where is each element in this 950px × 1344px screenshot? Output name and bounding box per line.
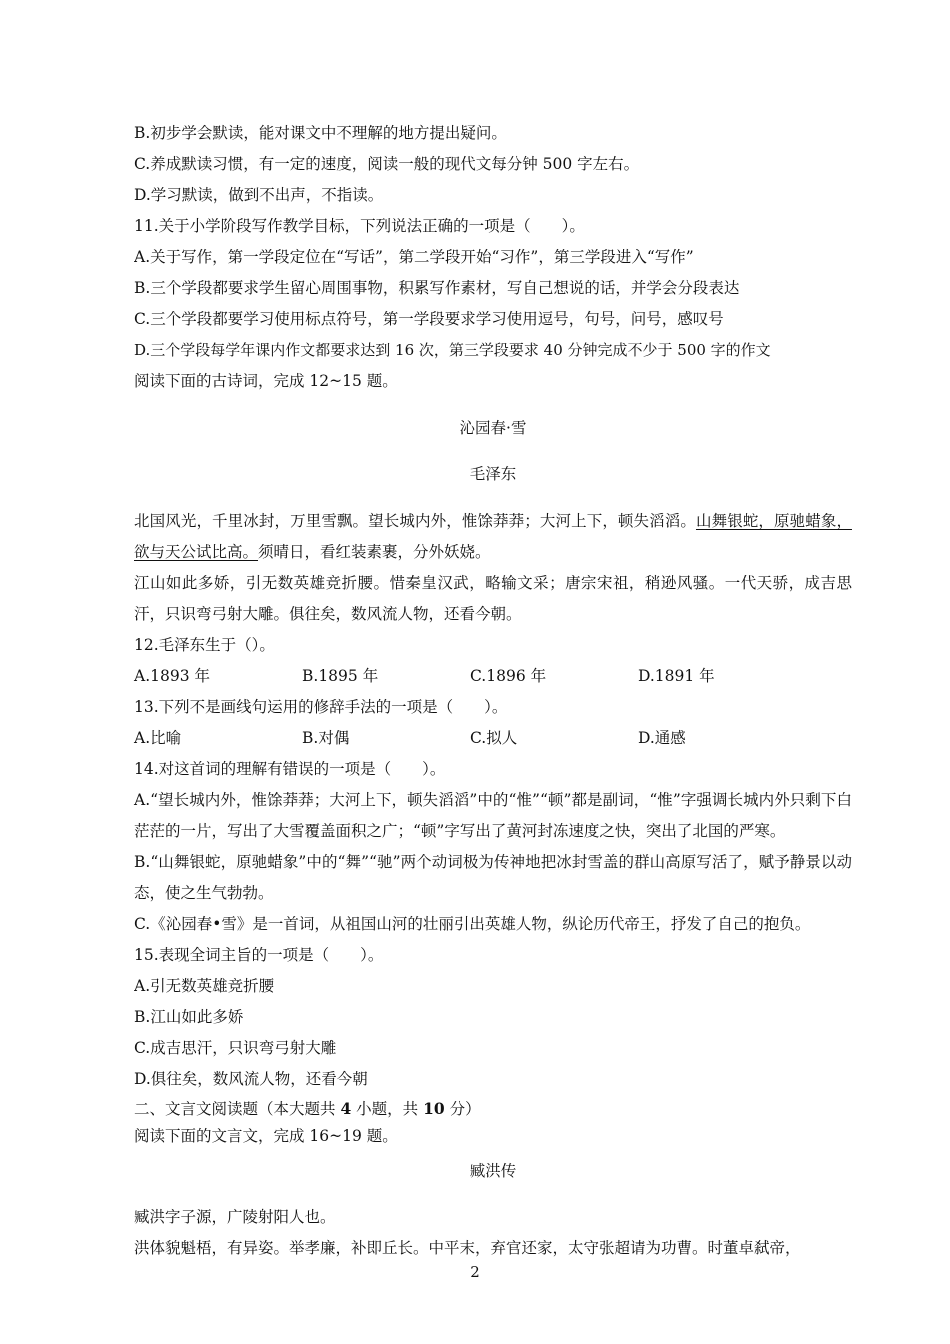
q12-option-c: C.1896 年: [470, 666, 547, 685]
q12-options: [134, 661, 852, 692]
q12-option-b: B.1895 年: [302, 666, 379, 685]
section-2-heading-mid: 小题，共: [351, 1099, 424, 1118]
q10-option-b: B.初步学会默读，能对课文中不理解的地方提出疑问。: [134, 124, 507, 142]
poem-underlined-sentence: 山舞银蛇，原驰蜡象，欲与天公试比高。: [134, 511, 852, 561]
q12-option-d: D.1891 年: [638, 666, 715, 685]
section-2-heading-post: 分）: [444, 1099, 481, 1118]
q14-option-c: C.《沁园春•雪》是一首词，从祖国山河的壮丽引出英雄人物，纵论历代帝王，抒发了自己的抱负。: [134, 914, 811, 933]
classical-text-title: 臧洪传: [469, 1161, 517, 1180]
poem-stanza-1-start: 北国风光，千里冰封，万里雪飘。望长城内外，惟馀莽莽；大河上下，顿失滔滔。: [134, 511, 696, 530]
section-2-question-count: 4: [340, 1098, 352, 1118]
reading-intro-16-19: 阅读下面的文言文，完成 16~19 题。: [134, 1126, 398, 1145]
q12-option-a: A.1893 年: [134, 666, 210, 685]
q11-stem: 11.关于小学阶段写作教学目标，下列说法正确的一项是（ ）。: [134, 217, 585, 235]
q13-option-c: C.拟人: [470, 728, 518, 747]
classical-text-para-1: 臧洪字子源，广陵射阳人也。: [134, 1208, 336, 1226]
q11-option-d: D.三个学段每学年课内作文都要求达到 16 次，第三学段要求 40 分钟完成不少于 500 字的作文: [134, 341, 771, 359]
q15-option-b: B.江山如此多娇: [134, 1007, 244, 1026]
q15-stem: 15.表现全词主旨的一项是（ ）。: [134, 945, 384, 964]
q15-option-a: A.引无数英雄竞折腰: [134, 976, 275, 995]
q13-options: [134, 723, 852, 754]
reading-intro-12-15: 阅读下面的古诗词，完成 12~15 题。: [134, 372, 398, 390]
poem-stanza-1: [134, 506, 852, 568]
q13-option-b: B.对偶: [302, 728, 350, 747]
q13-option-a: A.比喻: [134, 728, 182, 747]
q14-option-b: B.“山舞银蛇，原驰蜡象”中的“舞”“驰”两个动词极为传神地把冰封雪盖的群山高原写活了，赋予静景以动态，使之生气勃勃。: [134, 852, 852, 902]
q11-option-b: B.三个学段都要求学生留心周围事物，积累写作素材，写自己想说的话，并学会分段表达: [134, 279, 740, 297]
poem-stanza-1-end: 须晴日，看红装素裹，分外妖娆。: [258, 542, 491, 561]
page-number: 2: [470, 1263, 480, 1281]
classical-text-para-2: 洪体貌魁梧，有异姿。举孝廉，补即丘长。中平末，弃官还家，太守张超请为功曹。时董卓弑帝，: [134, 1239, 801, 1257]
q11-option-a: A.关于写作，第一学段定位在“写话”，第二学段开始“习作”，第三学段进入“写作”: [134, 248, 694, 266]
poem-stanza-2: 江山如此多娇，引无数英雄竞折腰。惜秦皇汉武，略输文采；唐宗宋祖，稍逊风骚。一代天骄，成吉思汗，只识弯弓射大雕。俱往矣，数风流人物，还看今朝。: [134, 573, 852, 623]
q14-option-a: A.“望长城内外，惟馀莽莽；大河上下，顿失滔滔”中的“惟”“顿”都是副词，“惟”字强调长城内外只剩下白茫茫的一片，写出了大雪覆盖面积之广；“顿”字写出了黄河封冻速度之快，突出了北国的严寒。: [134, 790, 852, 840]
section-2-heading: [134, 1095, 852, 1123]
q10-option-d: D.学习默读，做到不出声，不指读。: [134, 186, 384, 204]
poem-author: 毛泽东: [469, 465, 517, 483]
q15-option-d: D.俱往矣，数风流人物，还看今朝: [134, 1069, 368, 1088]
section-2-heading-pre: 二、文言文阅读题（本大题共: [134, 1099, 341, 1118]
q13-option-d: D.通感: [638, 728, 686, 747]
poem-title: 沁园春·雪: [459, 418, 527, 437]
q15-option-c: C.成吉思汗，只识弯弓射大雕: [134, 1038, 337, 1057]
q11-option-c: C.三个学段都要学习使用标点符号，第一学段要求学习使用逗号，句号，问号，感叹号: [134, 310, 724, 328]
q13-stem: 13.下列不是画线句运用的修辞手法的一项是（ ）。: [134, 697, 508, 716]
q14-stem: 14.对这首词的理解有错误的一项是（ ）。: [134, 759, 446, 778]
page-content: [134, 118, 852, 1264]
q12-stem: 12.毛泽东生于（）。: [134, 635, 275, 654]
section-2-score: 10: [423, 1098, 445, 1118]
q10-option-c: C.养成默读习惯，有一定的速度，阅读一般的现代文每分钟 500 字左右。: [134, 155, 640, 173]
